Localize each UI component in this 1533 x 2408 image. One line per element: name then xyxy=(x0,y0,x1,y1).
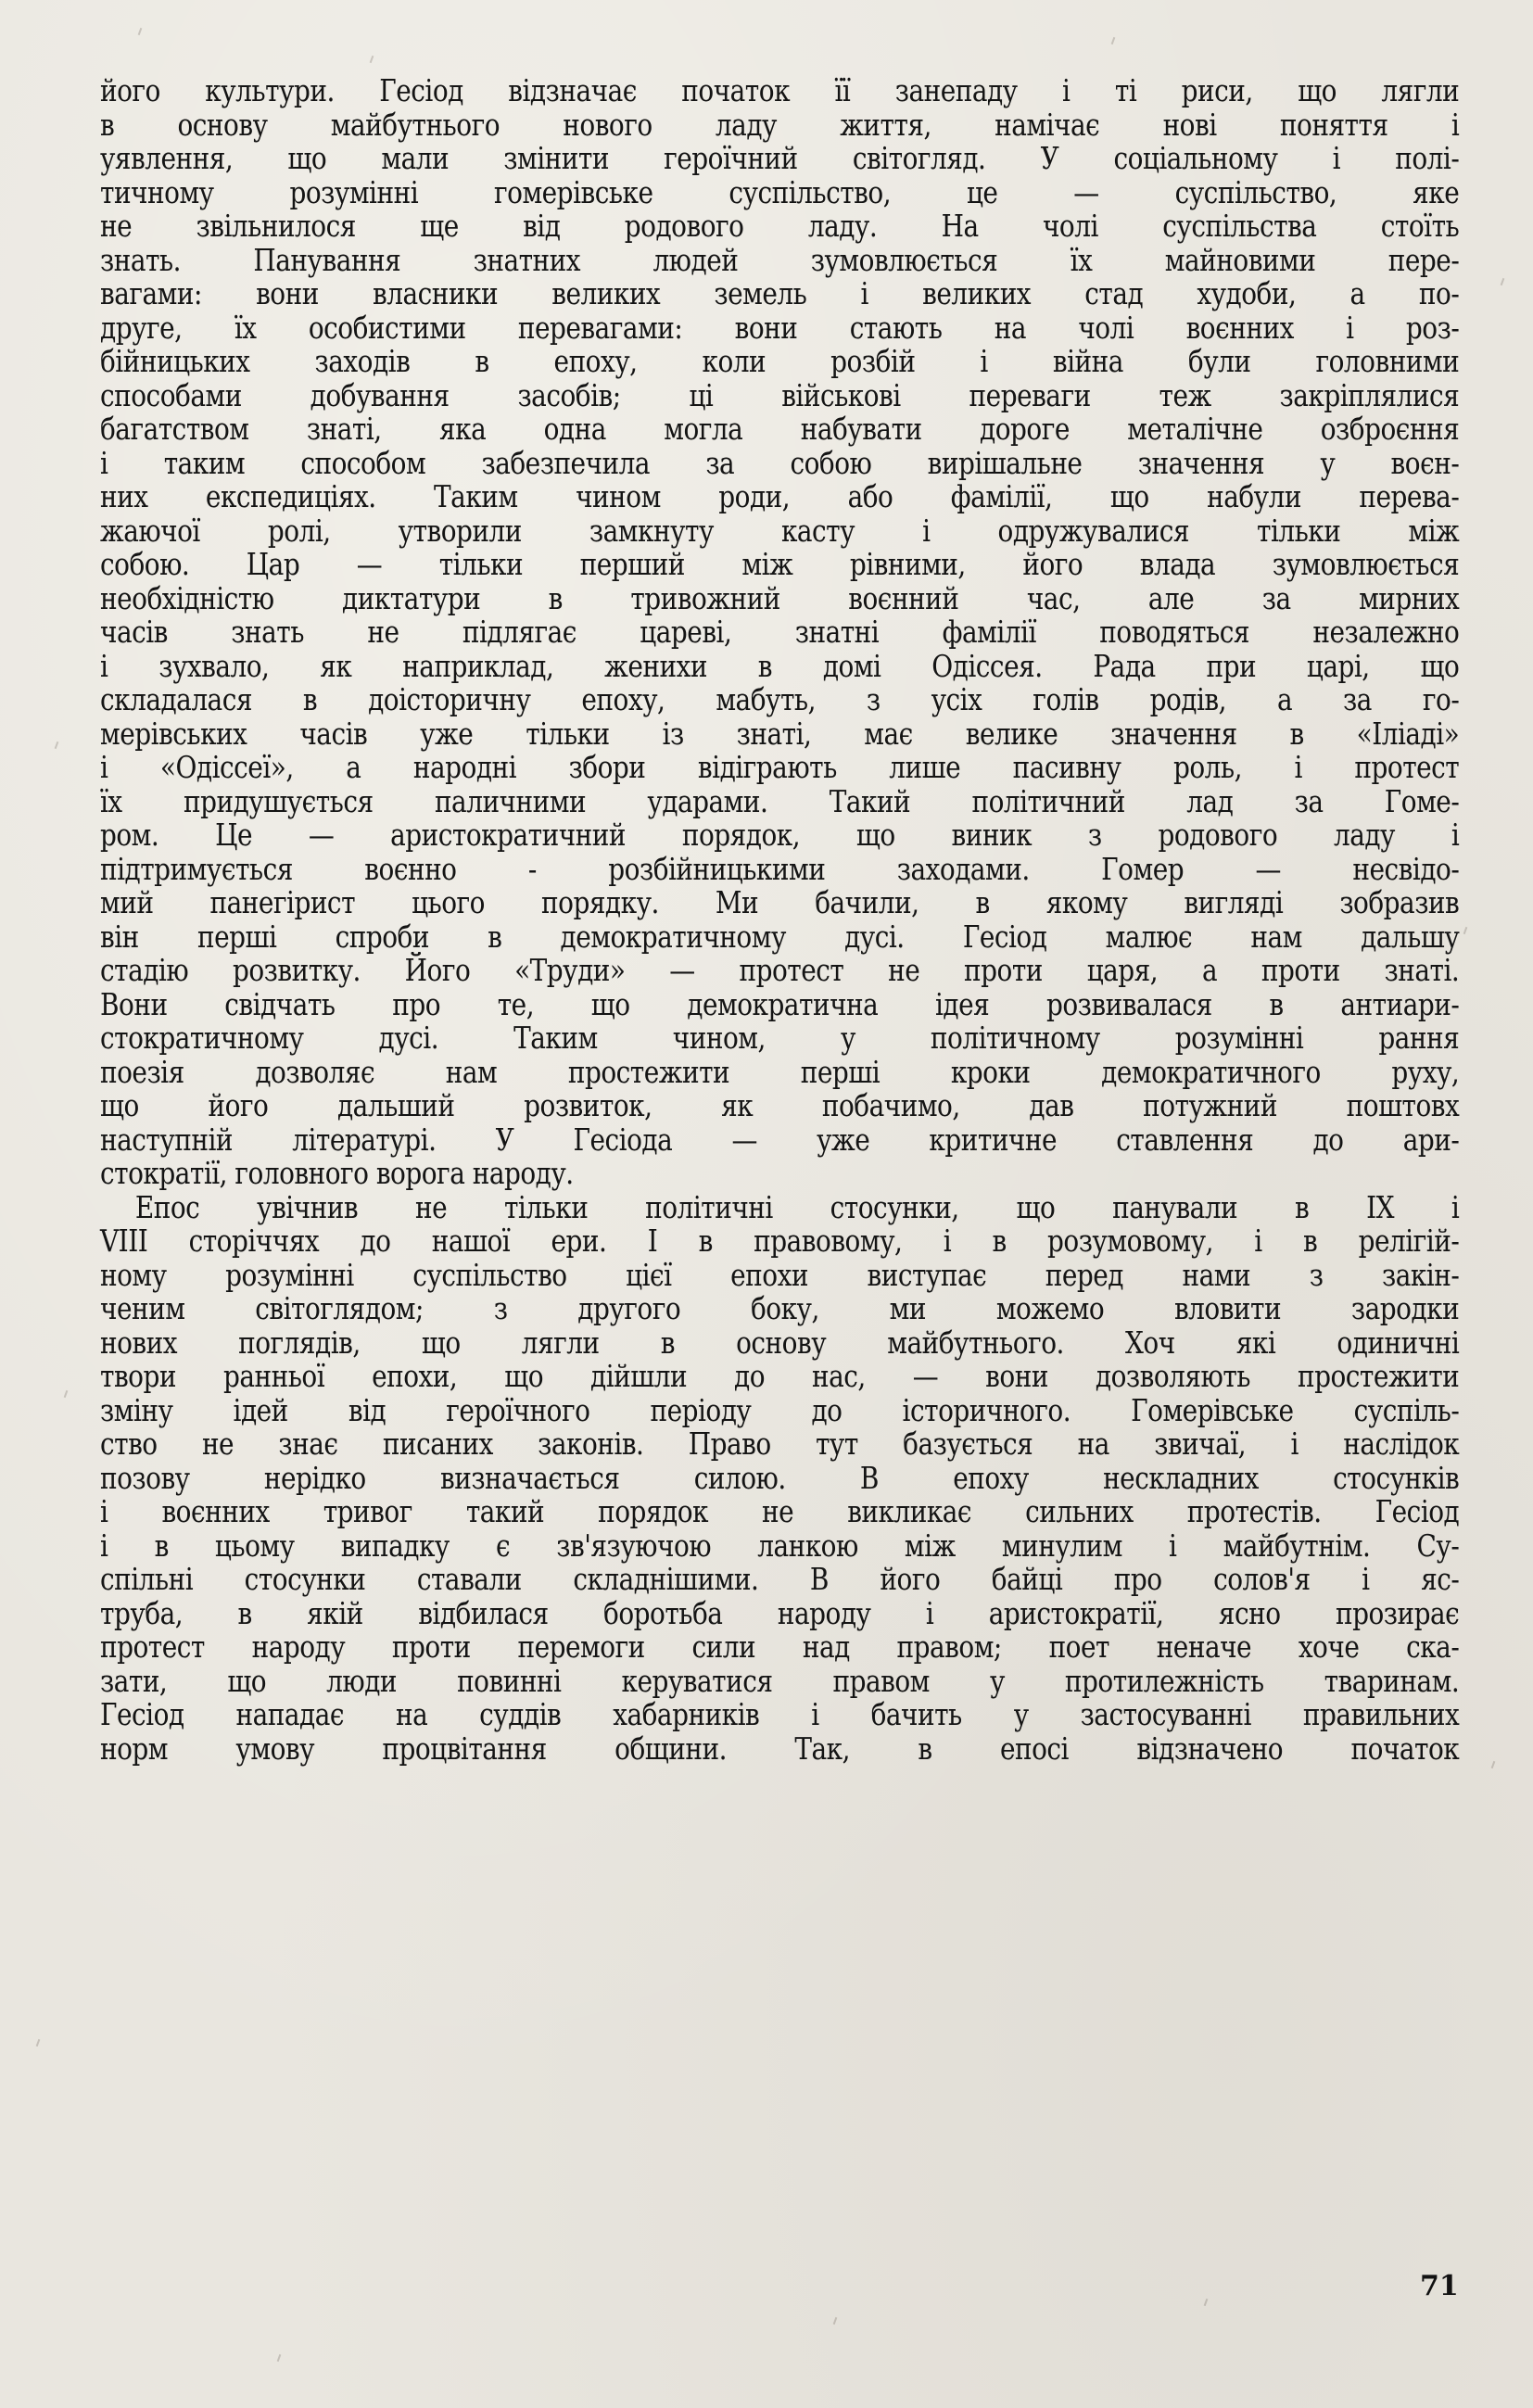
text-line: складалася в доісторичну епоху, мабуть, з усіх голів родів, а за го- xyxy=(100,682,1460,717)
text-line: них експедиціях. Таким чином роди, або фамілії, що набули перева- xyxy=(100,479,1460,514)
text-line: їх придушується паличними ударами. Такий політичний лад за Гоме- xyxy=(100,783,1460,819)
paragraph xyxy=(100,74,1459,1191)
text-line: він перші спроби в демократичному дусі. Гесіод малює нам дальшу xyxy=(100,919,1460,955)
text-line: твори ранньої епохи, що дійшли до нас, — вони дозволяють простежити xyxy=(100,1359,1460,1394)
text-line: VIII сторіччях до нашої ери. І в правовому, і в розумовому, і в релігій- xyxy=(100,1223,1460,1259)
paper-fleck xyxy=(1501,278,1505,285)
text-line: Гесіод нападає на суддів хабарників і бачить у застосуванні правильних xyxy=(100,1697,1460,1732)
text-line: спільні стосунки ставали складнішими. В його байці про солов'я і яс- xyxy=(100,1562,1460,1597)
text-line: Епос увічнив не тільки політичні стосунки, що панували в IX і xyxy=(134,1189,1460,1225)
text-line: не звільнилося ще від родового ладу. На чолі суспільства стоїть xyxy=(100,209,1460,244)
text-line: способами добування засобів; ці військові переваги теж закріплялися xyxy=(100,377,1460,413)
text-line: і «Одіссеї», а народні збори відіграють лише пасивну роль, і протест xyxy=(100,750,1460,785)
text-line: позову нерідко визначається силою. В епоху нескладних стосунків xyxy=(100,1460,1460,1496)
text-line: наступній літературі. У Гесіода — уже критичне ставлення до ари- xyxy=(100,1122,1460,1158)
paper-fleck xyxy=(833,2317,838,2325)
text-line: норм умову процвітання общини. Так, в епосі відзначено початок xyxy=(100,1730,1460,1767)
text-line: зміну ідей від героїчного періоду до історичного. Гомерівське суспіль- xyxy=(100,1392,1460,1428)
text-line: вагами: вони власники великих земель і великих стад худоби, а по- xyxy=(100,276,1460,311)
text-line: стадію розвитку. Його «Труди» — протест не проти царя, а проти знаті. xyxy=(100,953,1460,988)
page-number: 71 xyxy=(1420,2270,1459,2302)
book-page-text xyxy=(100,74,1459,1766)
text-line: труба, в якій відбилася боротьба народу і аристократії, ясно прозирає xyxy=(100,1595,1460,1631)
text-line: знать. Панування знатних людей зумовлюється їх майновими пере- xyxy=(100,242,1460,278)
paper-fleck xyxy=(277,2354,282,2362)
text-line: його культури. Гесіод відзначає початок її занепаду і ті риси, що лягли xyxy=(100,73,1460,108)
paper-fleck xyxy=(370,56,374,63)
text-line: уявлення, що мали змінити героїчний світогляд. У соціальному і полі- xyxy=(100,141,1460,176)
text-line: ному розумінні суспільство цієї епохи виступає перед нами з закін- xyxy=(100,1257,1460,1293)
text-line: бійницьких заходів в епоху, коли розбій і війна були головними xyxy=(100,344,1460,379)
text-line: жаючої ролі, утворили замкнуту касту і одружувалися тільки між xyxy=(100,513,1460,549)
text-line: багатством знаті, яка одна могла набувати дороге металічне озброєння xyxy=(100,412,1460,447)
paper-fleck xyxy=(1463,927,1468,934)
text-line: і зухвало, як наприклад, женихи в домі Одіссея. Рада при царі, що xyxy=(100,648,1460,684)
text-line: ченим світоглядом; з другого боку, ми можемо вловити зародки xyxy=(100,1291,1460,1326)
paper-fleck xyxy=(1111,37,1116,44)
text-line: ром. Це — аристократичний порядок, що виник з родового ладу і xyxy=(100,817,1460,853)
text-line: підтримується воєнно - розбійницькими заходами. Гомер — несвідо- xyxy=(100,851,1460,887)
text-line: і в цьому випадку є зв'язуючою ланкою між минулим і майбутнім. Су- xyxy=(100,1527,1460,1564)
paper-fleck xyxy=(138,28,143,35)
text-line: тичному розумінні гомерівське суспільство, це — суспільство, яке xyxy=(100,174,1460,210)
text-line: необхідністю диктатури в тривожний воєнний час, але за мирних xyxy=(100,580,1460,616)
text-line: що його дальший розвиток, як побачимо, дав потужний поштовх xyxy=(100,1088,1460,1123)
text-line: стократичному дусі. Таким чином, у політичному розумінні рання xyxy=(100,1020,1460,1056)
paper-fleck xyxy=(64,1390,69,1398)
text-line: зати, що люди повинні керуватися правом у протилежність тваринам. xyxy=(100,1663,1460,1699)
text-line: ство не знає писаних законів. Право тут базується на звичаї, і наслідок xyxy=(100,1426,1460,1462)
text-line: стократії, головного ворога народу. xyxy=(100,1156,574,1191)
text-line: часів знать не підлягає цареві, знатні фамілії поводяться незалежно xyxy=(100,615,1460,650)
paragraph xyxy=(100,1191,1459,1767)
paper-fleck xyxy=(1491,1761,1496,1768)
text-line: собою. Цар — тільки перший між рівними, його влада зумовлюється xyxy=(100,547,1460,582)
text-line: нових поглядів, що лягли в основу майбутнього. Хоч які одиничні xyxy=(100,1324,1460,1361)
paper-fleck xyxy=(36,2039,41,2047)
text-line: мерівських часів уже тільки із знаті, має велике значення в «Іліаді» xyxy=(100,716,1460,752)
text-line: Вони свідчать про те, що демократична ідея розвивалася в антиари- xyxy=(100,986,1460,1022)
text-line: і воєнних тривог такий порядок не викликає сильних протестів. Гесіод xyxy=(100,1494,1460,1529)
text-line: протест народу проти перемоги сили над правом; поет неначе хоче ска- xyxy=(100,1629,1460,1665)
paper-fleck xyxy=(55,741,59,749)
text-line: мий панегірист цього порядку. Ми бачили, в якому вигляді зобразив xyxy=(100,885,1460,920)
text-line: друге, їх особистими перевагами: вони стають на чолі воєнних і роз- xyxy=(100,310,1460,346)
paper-fleck xyxy=(1204,2299,1209,2306)
text-line: і таким способом забезпечила за собою вирішальне значення у воєн- xyxy=(100,445,1460,481)
text-line: поезія дозволяє нам простежити перші кроки демократичного руху, xyxy=(100,1054,1460,1090)
text-line: в основу майбутнього нового ладу життя, намічає нові поняття і xyxy=(100,107,1460,143)
